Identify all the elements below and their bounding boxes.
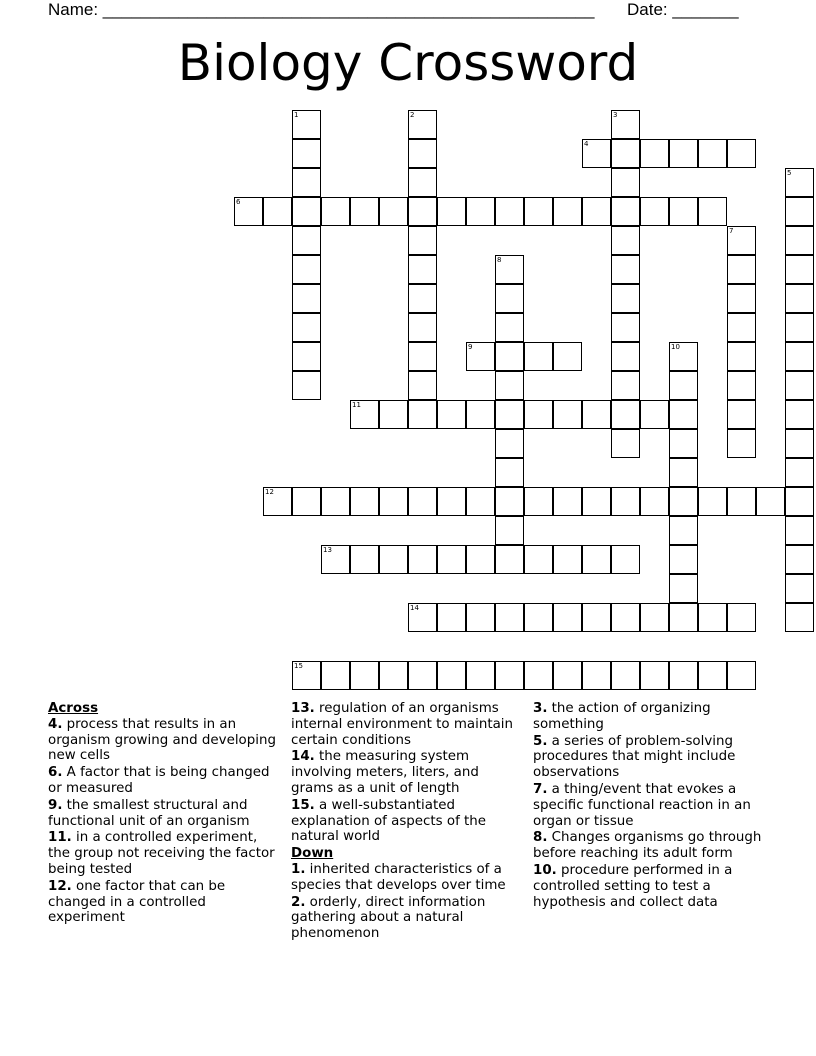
grid-cell[interactable]	[321, 661, 350, 690]
grid-cell[interactable]	[611, 284, 640, 313]
clue-number: 4	[584, 140, 589, 148]
grid-cell[interactable]	[640, 603, 669, 632]
grid-cell[interactable]	[408, 197, 437, 226]
grid-cell[interactable]	[466, 603, 495, 632]
grid-cell[interactable]	[785, 603, 814, 632]
grid-cell[interactable]	[553, 603, 582, 632]
grid-cell[interactable]	[292, 371, 321, 400]
grid-cell[interactable]	[669, 371, 698, 400]
grid-cell[interactable]	[408, 110, 437, 139]
grid-cell[interactable]	[611, 487, 640, 516]
grid-cell[interactable]	[727, 284, 756, 313]
grid-cell[interactable]	[437, 400, 466, 429]
grid-cell[interactable]	[669, 458, 698, 487]
grid-cell[interactable]	[437, 661, 466, 690]
grid-cell[interactable]	[582, 400, 611, 429]
grid-cell[interactable]	[408, 226, 437, 255]
date-field[interactable]: Date: _______	[627, 0, 739, 19]
grid-cell[interactable]	[466, 342, 495, 371]
down-clue: 2. orderly, direct information gathering about a natural phenomenon	[291, 894, 486, 942]
clue-column-2	[291, 701, 523, 943]
grid-cell[interactable]	[611, 603, 640, 632]
grid-cell[interactable]	[640, 400, 669, 429]
down-heading: Down	[291, 846, 334, 862]
grid-cell[interactable]	[263, 487, 292, 516]
grid-cell[interactable]	[669, 429, 698, 458]
grid-cell[interactable]	[408, 603, 437, 632]
grid-cell[interactable]	[350, 487, 379, 516]
down-clue: 5. a series of problem-solving procedures that might include observations	[533, 733, 736, 781]
grid-cell[interactable]	[785, 429, 814, 458]
grid-cell[interactable]	[640, 197, 669, 226]
grid-cell[interactable]	[234, 197, 263, 226]
across-clue: 12. one factor that can be changed in a controlled experiment	[48, 878, 226, 926]
grid-cell[interactable]	[495, 400, 524, 429]
grid-cell[interactable]	[292, 197, 321, 226]
grid-cell[interactable]	[379, 661, 408, 690]
grid-cell[interactable]	[408, 661, 437, 690]
grid-cell[interactable]	[669, 487, 698, 516]
grid-cell[interactable]	[408, 342, 437, 371]
grid-cell[interactable]	[582, 197, 611, 226]
grid-cell[interactable]	[495, 255, 524, 284]
grid-cell[interactable]	[495, 545, 524, 574]
grid-cell[interactable]	[611, 226, 640, 255]
grid-cell[interactable]	[466, 400, 495, 429]
grid-cell[interactable]	[437, 197, 466, 226]
grid-cell[interactable]	[785, 313, 814, 342]
across-heading: Across	[48, 701, 99, 716]
grid-cell[interactable]	[437, 603, 466, 632]
grid-cell[interactable]	[292, 255, 321, 284]
grid-cell[interactable]	[350, 545, 379, 574]
grid-cell[interactable]	[727, 342, 756, 371]
grid-cell[interactable]	[785, 255, 814, 284]
grid-cell[interactable]	[582, 139, 611, 168]
grid-cell[interactable]	[321, 487, 350, 516]
grid-cell[interactable]	[495, 313, 524, 342]
across-clue: 11. in a controlled experiment, the group not receiving the factor being tested	[48, 830, 275, 877]
grid-cell[interactable]	[379, 197, 408, 226]
grid-cell[interactable]	[292, 139, 321, 168]
grid-cell[interactable]	[408, 139, 437, 168]
grid-cell[interactable]	[698, 197, 727, 226]
grid-cell[interactable]	[669, 342, 698, 371]
grid-cell[interactable]	[727, 400, 756, 429]
grid-cell[interactable]	[408, 400, 437, 429]
clue-number: 7	[729, 227, 734, 235]
grid-cell[interactable]	[495, 342, 524, 371]
grid-cell[interactable]	[727, 487, 756, 516]
grid-cell[interactable]	[785, 487, 814, 516]
grid-cell[interactable]	[408, 313, 437, 342]
grid-cell[interactable]	[350, 197, 379, 226]
clue-number: 14	[410, 604, 419, 612]
grid-cell[interactable]	[437, 487, 466, 516]
clue-number: 9	[468, 343, 473, 351]
grid-cell[interactable]	[524, 400, 553, 429]
grid-cell[interactable]	[669, 661, 698, 690]
grid-cell[interactable]	[611, 429, 640, 458]
grid-cell[interactable]	[611, 342, 640, 371]
grid-cell[interactable]	[524, 545, 553, 574]
grid-cell[interactable]	[611, 545, 640, 574]
grid-cell[interactable]	[495, 487, 524, 516]
grid-cell[interactable]	[669, 400, 698, 429]
grid-cell[interactable]	[785, 284, 814, 313]
grid-cell[interactable]	[756, 487, 785, 516]
grid-cell[interactable]	[350, 661, 379, 690]
grid-cell[interactable]	[785, 516, 814, 545]
grid-cell[interactable]	[582, 487, 611, 516]
grid-cell[interactable]	[292, 168, 321, 197]
clue-number: 13	[323, 546, 332, 554]
grid-cell[interactable]	[785, 458, 814, 487]
grid-cell[interactable]	[524, 603, 553, 632]
grid-cell[interactable]	[495, 516, 524, 545]
grid-cell[interactable]	[698, 661, 727, 690]
clue-number: 6	[236, 198, 241, 206]
grid-cell[interactable]	[553, 400, 582, 429]
grid-cell[interactable]	[553, 661, 582, 690]
grid-cell[interactable]	[495, 284, 524, 313]
grid-cell[interactable]	[379, 400, 408, 429]
across-clue: 15. a well-substantiated explanation of aspects of the natural world	[291, 797, 487, 845]
name-field[interactable]: Name: ____________________________________________________	[48, 0, 595, 19]
grid-cell[interactable]	[321, 545, 350, 574]
grid-cell[interactable]	[611, 197, 640, 226]
grid-cell[interactable]	[408, 255, 437, 284]
grid-cell[interactable]	[495, 371, 524, 400]
grid-cell[interactable]	[640, 487, 669, 516]
clue-number: 10	[671, 343, 680, 351]
grid-cell[interactable]	[408, 371, 437, 400]
down-clue: 1. inherited characteristics of a species that develops over time	[291, 861, 506, 893]
grid-cell[interactable]	[495, 429, 524, 458]
grid-cell[interactable]	[553, 487, 582, 516]
grid-cell[interactable]	[785, 545, 814, 574]
across-clue: 13. regulation of an organisms internal environment to maintain certain conditions	[291, 701, 513, 748]
grid-cell[interactable]	[408, 487, 437, 516]
grid-cell[interactable]	[727, 313, 756, 342]
clue-number: 2	[410, 111, 415, 119]
grid-cell[interactable]	[785, 400, 814, 429]
grid-cell[interactable]	[611, 400, 640, 429]
grid-cell[interactable]	[582, 603, 611, 632]
grid-cell[interactable]	[408, 284, 437, 313]
grid-cell[interactable]	[495, 197, 524, 226]
grid-cell[interactable]	[553, 197, 582, 226]
down-clue: 7. a thing/event that evokes a specific functional reaction in an organ or tissue	[533, 781, 751, 829]
grid-cell[interactable]	[292, 110, 321, 139]
down-clue: 8. Changes organisms go through before reaching its adult form	[533, 830, 762, 862]
grid-cell[interactable]	[669, 139, 698, 168]
grid-cell[interactable]	[669, 545, 698, 574]
clue-number: 15	[294, 662, 303, 670]
clue-number: 5	[787, 169, 792, 177]
grid-cell[interactable]	[350, 400, 379, 429]
grid-cell[interactable]	[437, 545, 466, 574]
grid-cell[interactable]	[669, 574, 698, 603]
grid-cell[interactable]	[727, 661, 756, 690]
grid-cell[interactable]	[582, 545, 611, 574]
grid-cell[interactable]	[582, 661, 611, 690]
clue-number: 12	[265, 488, 274, 496]
clue-column-1	[48, 701, 280, 927]
grid-cell[interactable]	[292, 487, 321, 516]
clue-number: 3	[613, 111, 618, 119]
grid-cell[interactable]	[669, 197, 698, 226]
grid-cell[interactable]	[553, 342, 582, 371]
grid-cell[interactable]	[292, 313, 321, 342]
grid-cell[interactable]	[553, 545, 582, 574]
grid-cell[interactable]	[640, 139, 669, 168]
grid-cell[interactable]	[292, 284, 321, 313]
grid-cell[interactable]	[466, 487, 495, 516]
grid-cell[interactable]	[495, 661, 524, 690]
grid-cell[interactable]	[785, 342, 814, 371]
grid-cell[interactable]	[524, 487, 553, 516]
grid-cell[interactable]	[727, 255, 756, 284]
grid-cell[interactable]	[611, 110, 640, 139]
grid-cell[interactable]	[495, 458, 524, 487]
grid-cell[interactable]	[524, 197, 553, 226]
grid-cell[interactable]	[611, 371, 640, 400]
grid-cell[interactable]	[727, 603, 756, 632]
grid-cell[interactable]	[698, 139, 727, 168]
grid-cell[interactable]	[321, 197, 350, 226]
across-clue: 14. the measuring system involving meters, liters, and grams as a unit of length	[291, 749, 479, 796]
grid-cell[interactable]	[292, 226, 321, 255]
down-clue: 10. procedure performed in a controlled setting to test a hypothesis and collect data	[533, 862, 733, 910]
across-clue: 9. the smallest structural and functional unit of an organism	[48, 797, 250, 829]
grid-cell[interactable]	[466, 545, 495, 574]
grid-cell[interactable]	[727, 139, 756, 168]
grid-cell[interactable]	[408, 168, 437, 197]
grid-cell[interactable]	[727, 226, 756, 255]
grid-cell[interactable]	[727, 429, 756, 458]
grid-cell[interactable]	[698, 603, 727, 632]
grid-cell[interactable]	[495, 603, 524, 632]
grid-cell[interactable]	[698, 487, 727, 516]
grid-cell[interactable]	[611, 661, 640, 690]
down-clue: 3. the action of organizing something	[533, 701, 711, 732]
grid-cell[interactable]	[611, 255, 640, 284]
grid-cell[interactable]	[292, 661, 321, 690]
grid-cell[interactable]	[292, 342, 321, 371]
page-title: Biology Crossword	[177, 34, 639, 92]
grid-cell[interactable]	[611, 168, 640, 197]
clue-number: 1	[294, 111, 299, 119]
grid-cell[interactable]	[611, 313, 640, 342]
grid-cell[interactable]	[611, 139, 640, 168]
grid-cell[interactable]	[669, 603, 698, 632]
grid-cell[interactable]	[466, 197, 495, 226]
clue-number: 11	[352, 401, 361, 409]
grid-cell[interactable]	[379, 487, 408, 516]
grid-cell[interactable]	[379, 545, 408, 574]
grid-cell[interactable]	[466, 661, 495, 690]
grid-cell[interactable]	[524, 342, 553, 371]
grid-cell[interactable]	[408, 545, 437, 574]
clue-column-3	[533, 701, 765, 911]
grid-cell[interactable]	[727, 371, 756, 400]
grid-cell[interactable]	[524, 661, 553, 690]
across-clue: 6. A factor that is being changed or measured	[48, 765, 270, 796]
grid-cell[interactable]	[785, 371, 814, 400]
grid-cell[interactable]	[785, 574, 814, 603]
clue-number: 8	[497, 256, 502, 264]
grid-cell[interactable]	[785, 168, 814, 197]
grid-cell[interactable]	[785, 226, 814, 255]
grid-cell[interactable]	[669, 516, 698, 545]
grid-cell[interactable]	[263, 197, 292, 226]
grid-cell[interactable]	[785, 197, 814, 226]
grid-cell[interactable]	[640, 661, 669, 690]
across-clue: 4. process that results in an organism growing and developing new cells	[48, 716, 276, 764]
